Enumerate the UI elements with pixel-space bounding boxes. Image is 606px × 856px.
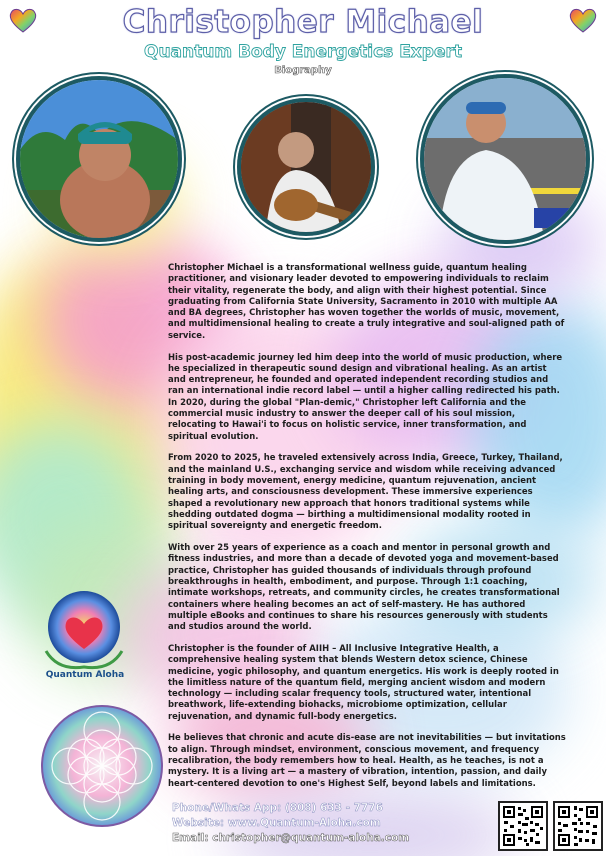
bio-paragraph: He believes that chronic and acute dis-ease are not inevitabilities — but invitations to align. Through mindset, environment, conscious movement, and frequency recalibration, the body remembers how to heal. Health, as he teaches, is not a mystery. It is a living art — a mastery of vibration, intention, passion, and daily heart-centered devotion to one's Highest Self, beyond labels and limitations.	[168, 732, 566, 788]
contact-phone: Phone/Whats App: (808) 633 - 7776	[172, 802, 383, 814]
bio-paragraph: Christopher is the founder of AIIH – All Inclusive Integrative Health, a comprehensive healing system that blends Western detox science, Chinese medicine, yogic philosophy, and quantum energetics. His work is deeply rooted in the limitless nature of the quantum field, merging ancient wisdom and modern technology — including scalar frequency tools, structured water, intentional breathwork, life-extending biohacks, microbiome optimization, cellular rejuvenation, and dynamic full-body energetics.	[168, 642, 559, 721]
portrait-photo-street	[420, 74, 590, 244]
logo-label: Quantum Aloha	[45, 670, 125, 680]
contact-email: Email: christopher@quantum-aloha.com	[172, 832, 410, 844]
qr-code-icon	[553, 801, 603, 851]
bio-paragraph: From 2020 to 2025, he traveled extensively across India, Greece, Turkey, Thailand, and the mainland U.S., exchanging service and wisdom while receiving advanced training in body movement, energy medicine, quantum rejuvenation, ancient healing arts, and consciousness development. These immersive experiences shaped a revolutionary new approach that honors traditional systems while shedding outdated dogma — birthing a multidimensional modality rooted in spiritual sovereignty and energetic freedom.	[168, 452, 563, 531]
portrait-photo-beach	[16, 76, 182, 242]
bio-paragraph: With over 25 years of experience as a coach and mentor in personal growth and fitness industries, and more than a decade of devoted yoga and movement-based practice, Christopher has guided thousands of individuals through profound breakthroughs in health, embodiment, and purpose. Through 1:1 coaching, intimate workshops, retreats, and community circles, he creates transformational containers where healing becomes an act of self-mastery. He has authored multiple eBooks and continues to share his resources generously with students and studios around the world.	[168, 542, 560, 632]
page-title: Christopher Michael	[122, 4, 484, 40]
section-label: Biography	[274, 65, 332, 76]
contact-website: Website: www.Quantum-Aloha.com	[172, 817, 381, 829]
biography-text	[168, 262, 566, 799]
portrait-photo-guitar	[237, 98, 375, 236]
bio-paragraph: His post-academic journey led him deep into the world of music production, where he specialized in therapeutic sound design and vibrational healing. As an artist and entrepreneur, he founded and operated independent recording studios and ran an international indie record label — until a higher calling redirected his path. In 2020, during the global "Plan-demic," Christopher left California and the commercial music industry to answer the deeper call of his soul mission, relocating to Hawai'i to focus on holistic service, inner transformation, and spiritual evolution.	[168, 351, 563, 441]
qr-code-icon	[498, 801, 548, 851]
tagline: Quantum Body Energetics Expert	[144, 42, 462, 62]
contact-block	[172, 801, 409, 846]
bio-paragraph: Christopher Michael is a transformational wellness guide, quantum healing practitioner, and visionary leader devoted to empowering individuals to reclaim their vitality, regenerate the body, and align with their highest potential. Since graduating from California State University, Sacramento in 2010 with multiple AA and BA degrees, Christopher has woven together the worlds of music, movement, and multidimensional healing to create a truly integrative and soul-aligned path of service.	[168, 262, 565, 340]
flower-of-life-graphic	[36, 696, 168, 836]
header	[0, 4, 606, 76]
